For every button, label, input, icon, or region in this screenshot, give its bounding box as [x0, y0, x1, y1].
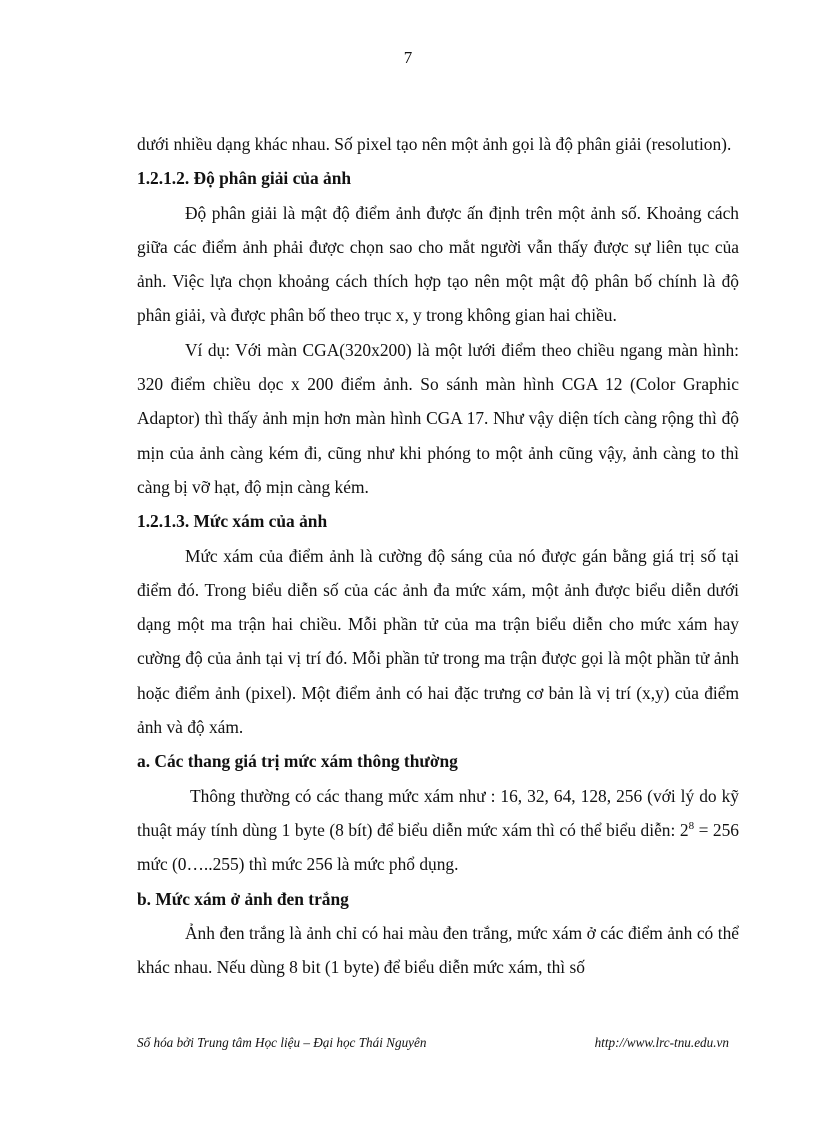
- exponent: 8: [688, 820, 695, 833]
- section-heading-gray-level: 1.2.1.3. Mức xám của ảnh: [137, 511, 328, 532]
- paragraph-continuation: dưới nhiều dạng khác nhau. Số pixel tạo nên một ảnh gọi là độ phân giải (resolution).: [137, 134, 732, 154]
- subsection-heading-gray-scales: a. Các thang giá trị mức xám thông thường: [137, 751, 458, 772]
- page-number: 7: [403, 48, 413, 67]
- gray-scales-text-start: Thông thường có các thang mức xám như : 16, 32, 64, 128, 256 (với lý do kỹ thuật máy tính dùng 1 byte (8 bít) để biểu diễn mức xám thì có thể biểu diễn: 2: [137, 785, 739, 840]
- footer-source: Số hóa bởi Trung tâm Học liệu – Đại học Thái Nguyên: [137, 1035, 427, 1050]
- document-body: [137, 127, 739, 984]
- gray-scales-text-end: = 256 mức (0…..255) thì mức 256 là mức phổ dụng.: [137, 819, 740, 875]
- paragraph-gray-level-definition: Mức xám của điểm ảnh là cường độ sáng của nó được gán bằng giá trị số tại điểm đó. Trong biểu diễn số của các ảnh đa mức xám, một ảnh được biểu diễn dưới dạng một ma trận hai chiều. Mỗi phần tử của ma trận biểu diễn cho mức xám hay cường độ của ảnh tại vị trí đó. Mỗi phần tử trong ma trận được gọi là một phần tử ảnh hoặc điểm ảnh (pixel). Một điểm ảnh có hai đặc trưng cơ bản là vị trí (x,y) của điểm ảnh và độ xám.: [137, 545, 739, 738]
- paragraph-black-white: Ảnh đen trắng là ảnh chỉ có hai màu đen trắng, mức xám ở các điểm ảnh có thể khác nhau. Nếu dùng 8 bit (1 byte) để biểu diễn mức xám, thì số: [137, 922, 739, 978]
- paragraph-resolution-definition: Độ phân giải là mật độ điểm ảnh được ấn định trên một ảnh số. Khoảng cách giữa các điểm ảnh phải được chọn sao cho mắt người vẫn thấy được sự liên tục của ảnh. Việc lựa chọn khoảng cách thích hợp tạo nên một mật độ phân bố chính là độ phân giải, và được phân bố theo trục x, y trong không gian hai chiều.: [137, 202, 739, 326]
- footer-url: http://www.lrc-tnu.edu.vn: [594, 1035, 729, 1050]
- paragraph-resolution-example: Ví dụ: Với màn CGA(320x200) là một lưới điểm theo chiều ngang màn hình: 320 điểm chiều dọc x 200 điểm ảnh. So sánh màn hình CGA 12 (Color Graphic Adaptor) thì thấy ảnh mịn hơn màn hình CGA 17. Như vậy diện tích càng rộng thì độ mịn của ảnh càng kém đi, cũng như khi phóng to một ảnh cũng vậy, ảnh càng to thì càng bị vỡ hạt, độ mịn càng kém.: [137, 339, 739, 497]
- paragraph-gray-scales: [137, 779, 739, 882]
- section-heading-resolution: 1.2.1.2. Độ phân giải của ảnh: [137, 168, 352, 189]
- subsection-heading-black-white: b. Mức xám ở ảnh đen trắng: [137, 888, 349, 909]
